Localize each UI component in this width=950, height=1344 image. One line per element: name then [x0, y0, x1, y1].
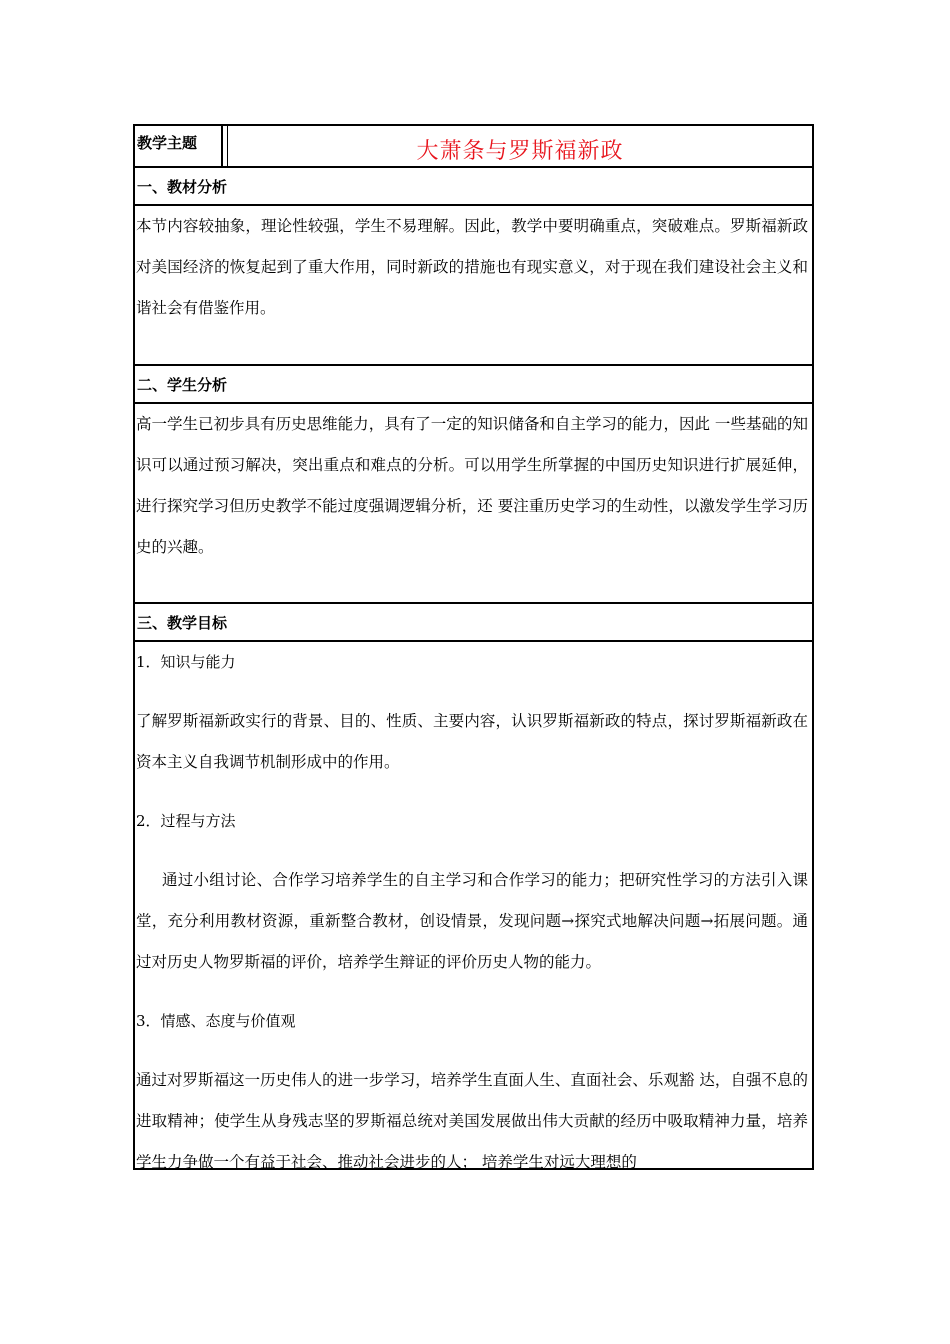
- lesson-title: 大萧条与罗斯福新政: [416, 139, 624, 164]
- goal-title-values: 3．情感、态度与价值观: [136, 1012, 296, 1030]
- spacer: [135, 1042, 812, 1060]
- material-analysis-text: [135, 206, 812, 366]
- paragraph: 本节内容较抽象，理论性较强，学生不易理解。因此，教学中要明确重点，突破难点。罗斯福新政对美国经济的恢复起到了重大作用，同时新政的措施也有现实意义，对于现在我们建设社会主义和谐社会有借鉴作用。: [136, 217, 808, 317]
- section-heading-goals: 三、教学目标: [135, 604, 812, 642]
- goal-text-values: 通过对罗斯福这一历史伟人的进一步学习，培养学生直面人生、直面社会、乐观豁 达，自强不息的进取精神；使学生从身残志坚的罗斯福总统对美国发展做出伟大贡献的经历中吸取精神力量，培养学生力争做一个有益于社会、推动社会进步的人； 培养学生对远大理想的: [136, 1071, 808, 1171]
- lesson-plan-table: [133, 124, 814, 1170]
- section-heading-students: 二、学生分析: [135, 366, 812, 404]
- goal-text-process: 通过小组讨论、合作学习培养学生的自主学习和合作学习的能力；把研究性学习的方法引入课堂，充分利用教材资源，重新整合教材，创设情景，发现问题→探究式地解决问题→拓展问题。通过对历史人物罗斯福的评价，培养学生辩证的评价历史人物的能力。: [136, 871, 808, 971]
- topic-label: 教学主题: [135, 126, 223, 166]
- spacer: [135, 683, 812, 701]
- goal-text-knowledge: 了解罗斯福新政实行的背景、目的、性质、主要内容，认识罗斯福新政的特点，探讨罗斯福新政在资本主义自我调节机制形成中的作用。: [136, 712, 808, 771]
- spacer: [135, 783, 812, 801]
- goal-title-process: 2．过程与方法: [136, 812, 236, 830]
- section-heading-material: 一、教材分析: [135, 168, 812, 206]
- goal-title-knowledge: 1．知识与能力: [136, 653, 236, 671]
- topic-row: [135, 126, 812, 168]
- teaching-goals-body: [135, 642, 812, 1171]
- paragraph: 高一学生已初步具有历史思维能力，具有了一定的知识储备和自主学习的能力，因此 一些基础的知识可以通过预习解决，突出重点和难点的分析。可以用学生所掌握的中国历史知识进行扩展延伸，进行探究学习但历史教学不能过度强调逻辑分析，还 要注重历史学习的生动性，以激发学生学习历史的兴趣。: [136, 415, 808, 556]
- spacer: [135, 842, 812, 860]
- spacer: [135, 983, 812, 1001]
- student-analysis-text: [135, 404, 812, 604]
